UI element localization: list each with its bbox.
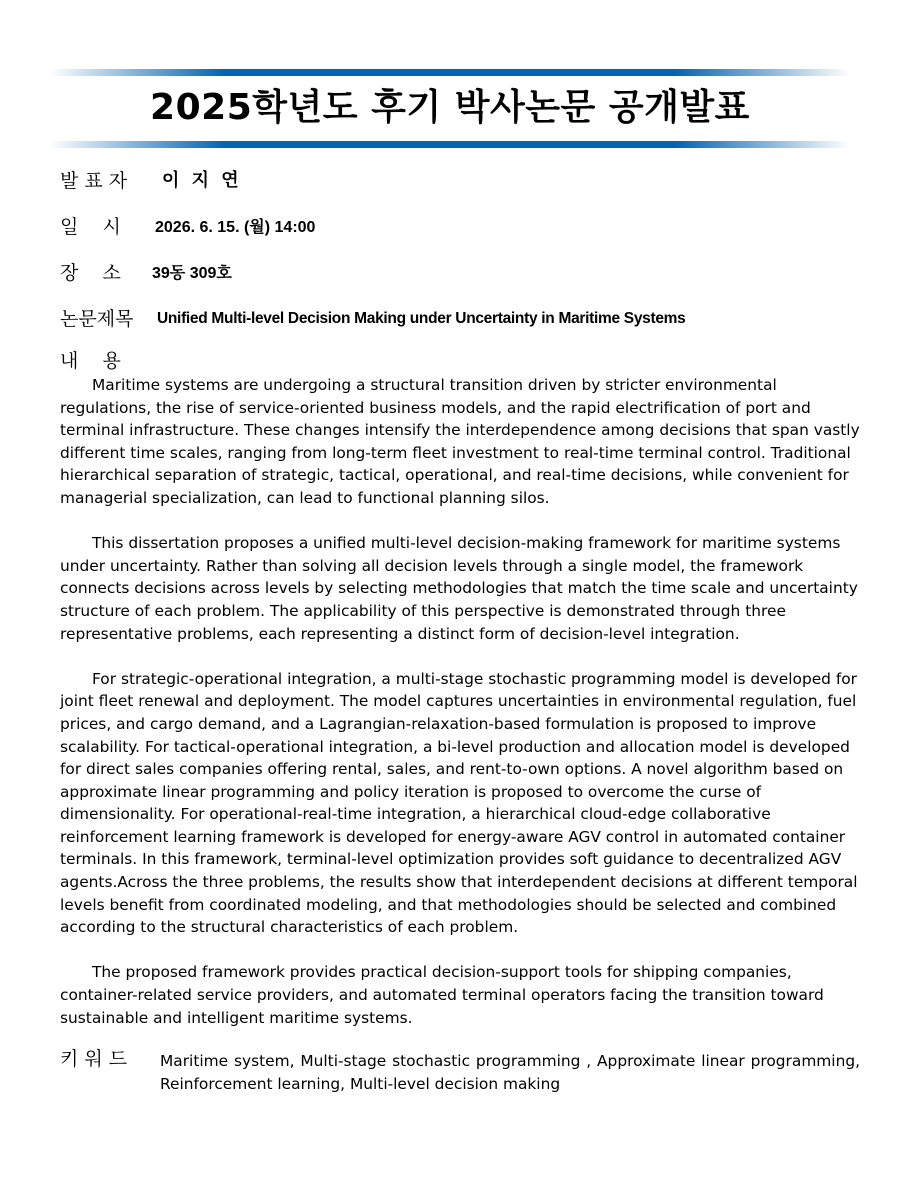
presenter-label: 발 표 자 bbox=[60, 170, 128, 192]
abstract-paragraph: Maritime systems are undergoing a structural transition driven by stricter environmental regulations, the rise of service-oriented business models, and the rapid electrification of port and terminal infrastructure. These changes intensify the interdependence among decisions that span vastly different time scales, ranging from long-term fleet investment to real-time terminal control. Traditional hierarchical separation of strategic, tactical, operational, and real-time decisions, while convenient for managerial specialization, can lead to functional planning silos. bbox=[60, 376, 860, 507]
header-bottom-rule bbox=[50, 141, 850, 148]
keywords-label: 키 워 드 bbox=[60, 1048, 128, 1070]
thesis-title-label: 논문제목 bbox=[60, 308, 134, 330]
abstract-content bbox=[60, 374, 860, 1052]
presenter-name: 이 지 연 bbox=[162, 170, 242, 191]
page-title: 2025학년도 후기 박사논문 공개발표 bbox=[150, 87, 750, 128]
keywords-text: Maritime system, Multi-stage stochastic programming , Approximate linear programming, Reinforcement learning, Multi-level decision making bbox=[160, 1052, 860, 1093]
place-value: 39동 309호 bbox=[152, 265, 232, 282]
content-label: 내 용 bbox=[60, 350, 121, 372]
abstract-paragraph: This dissertation proposes a unified multi-level decision-making framework for maritime systems under uncertainty. Rather than solving all decision levels through a single model, the framework connects decisions across levels by selecting methodologies that match the time scale and uncertainty structure of each problem. The applicability of this perspective is demonstrated through three representative problems, each representing a distinct form of decision-level integration. bbox=[60, 534, 858, 643]
header-top-rule bbox=[50, 69, 850, 76]
date-value: 2026. 6. 15. (월) 14:00 bbox=[155, 219, 316, 236]
place-label: 장 소 bbox=[60, 262, 121, 284]
abstract-paragraph: For strategic-operational integration, a multi-stage stochastic programming model is developed for joint fleet renewal and deployment. The model captures uncertainties in environmental regulation, fuel prices, and cargo demand, and a Lagrangian-relaxation-based formulation is proposed to improve scalability. For tactical-operational integration, a bi-level production and allocation model is developed for direct sales companies offering rental, sales, and rent-to-own options. A novel algorithm based on approximate linear programming and policy iteration is proposed to overcome the curse of dimensionality. For operational-real-time integration, a hierarchical cloud-edge collaborative reinforcement learning framework is developed for energy-aware AGV control in automated container terminals. In this framework, terminal-level optimization provides soft guidance to decentralized AGV agents.Across the three problems, the results show that interdependent decisions at different temporal levels benefit from coordinated modeling, and that methodologies should be selected and combined according to the structural characteristics of each problem. bbox=[60, 669, 858, 937]
thesis-title: Unified Multi-level Decision Making under Uncertainty in Maritime Systems bbox=[157, 310, 686, 327]
date-label: 일 시 bbox=[60, 216, 121, 238]
abstract-paragraph: The proposed framework provides practical decision-support tools for shipping companies, container-related service providers, and automated terminal operators facing the transition toward sustainable and intelligent maritime systems. bbox=[60, 963, 824, 1027]
